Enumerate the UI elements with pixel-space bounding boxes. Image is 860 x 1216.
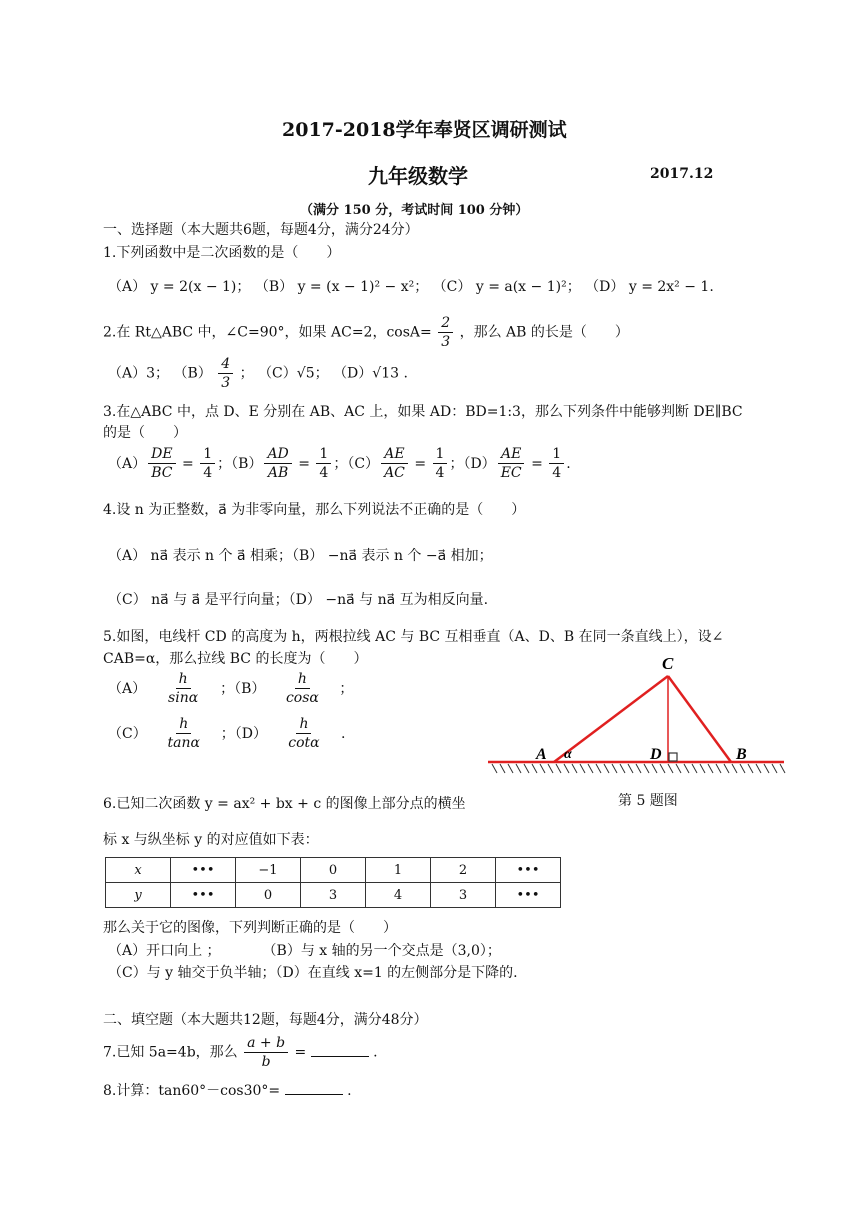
- q3-lhs-den: AC: [384, 465, 405, 481]
- table-cell: 2: [431, 858, 496, 883]
- q5-sep: ；: [220, 680, 235, 697]
- hatch-mark: [716, 764, 721, 773]
- q2-option-d: （D）√13 .: [333, 365, 408, 382]
- q3-lhs-frac: [264, 445, 291, 482]
- q3-option-a: [108, 446, 232, 481]
- q8: [103, 1080, 352, 1100]
- q5-frac-num: h: [295, 670, 310, 689]
- q3-rhs-frac: [316, 445, 331, 482]
- q6-options-cd: （C）与 y 轴交于负半轴；（D）在直线 x=1 的左侧部分是下降的.: [108, 965, 518, 981]
- hatch-mark: [500, 764, 505, 773]
- q3-equals: =: [409, 455, 431, 472]
- table-cell: x: [106, 858, 171, 883]
- q2-option-a: （A）3；: [108, 365, 170, 382]
- q5-frac-den: cotα: [288, 735, 320, 751]
- hatch-mark: [772, 764, 777, 773]
- q3-option-label: （D）: [463, 455, 496, 472]
- q1-options: [108, 278, 714, 296]
- q7-answer-blank[interactable]: [311, 1042, 369, 1057]
- q3-equals: =: [526, 455, 548, 472]
- hatch-mark: [556, 764, 561, 773]
- q5-frac-den: sinα: [168, 690, 199, 706]
- hatch-mark: [764, 764, 769, 773]
- table-cell: y: [106, 883, 171, 908]
- hatch-mark: [732, 764, 737, 773]
- hatch-mark: [692, 764, 697, 773]
- q2-frac: [438, 314, 453, 351]
- q3-lhs-num: AD: [264, 445, 291, 464]
- section2-heading: 二、填空题（本大题共12题，每题4分，满分48分）: [103, 1012, 428, 1028]
- hatch-mark: [708, 764, 713, 773]
- q2-option-c: （C）√5；: [258, 365, 329, 382]
- q3-rhs-den: 4: [435, 465, 445, 481]
- q5-stem-line1: 5.如图，电线杆 CD 的高度为 h，两根拉线 AC 与 BC 互相垂直（A、D、B 在同一条直线上），设∠: [103, 629, 724, 645]
- q3-rhs-den: 4: [552, 465, 562, 481]
- table-cell: 4: [366, 883, 431, 908]
- hatch-mark: [588, 764, 593, 773]
- q3-rhs-den: 4: [319, 465, 329, 481]
- q3-lhs-den: EC: [500, 465, 522, 481]
- q3-equals: =: [293, 455, 315, 472]
- q3-option-label: （C）: [347, 455, 380, 472]
- hatch-mark: [676, 764, 681, 773]
- q6-value-table: [105, 857, 561, 908]
- q3-rhs-num: 1: [316, 445, 331, 464]
- q5-option-label: （A）: [108, 680, 147, 697]
- hatch-mark: [748, 764, 753, 773]
- q8-answer-blank[interactable]: [285, 1080, 343, 1095]
- hatch-mark: [644, 764, 649, 773]
- q3-lhs-den: BC: [151, 465, 173, 481]
- q5-option-frac: [148, 670, 218, 707]
- q5-figure-caption: 第 5 题图: [618, 793, 678, 809]
- table-cell: •••: [496, 858, 561, 883]
- table-cell: •••: [496, 883, 561, 908]
- q6-stem-line1: 6.已知二次函数 y = ax² + bx + c 的图像上部分点的横坐: [103, 796, 466, 812]
- q3-equals: =: [177, 455, 199, 472]
- q5-frac-num: h: [176, 670, 191, 689]
- hatch-mark: [524, 764, 529, 773]
- q5-sep: ；: [339, 680, 354, 697]
- q5-sep: ；: [220, 725, 235, 742]
- table-row: [106, 883, 561, 908]
- hatch-mark: [780, 764, 785, 773]
- q3-option-b: [231, 446, 348, 481]
- q7-frac-num: a + b: [244, 1034, 288, 1053]
- hatch-mark: [636, 764, 641, 773]
- q5-option-frac: [267, 670, 337, 707]
- hatch-mark: [620, 764, 625, 773]
- q5-frac-den: cosα: [285, 690, 319, 706]
- q4-stem: 4.设 n 为正整数，a⃗ 为非零向量，那么下列说法不正确的是（ ）: [103, 502, 526, 518]
- hatch-mark: [596, 764, 601, 773]
- subject-title: 九年级数学: [368, 164, 468, 188]
- table-cell: 0: [301, 858, 366, 883]
- q5-figure: [488, 652, 788, 777]
- q5-option-label: （D）: [234, 725, 267, 742]
- label-a: A: [536, 746, 547, 763]
- q3-lhs-num: AE: [498, 445, 524, 464]
- hatch-mark: [660, 764, 665, 773]
- q3-option-d: [463, 446, 571, 481]
- q2-frac-num: 2: [438, 314, 453, 333]
- q8-end: .: [347, 1083, 352, 1099]
- q2-option-b-sep: ；: [239, 365, 254, 382]
- hatch-mark: [724, 764, 729, 773]
- hatch-mark: [740, 764, 745, 773]
- q5-sep: .: [340, 725, 346, 742]
- hatch-mark: [604, 764, 609, 773]
- hatch-mark: [580, 764, 585, 773]
- table-cell: 3: [431, 883, 496, 908]
- q3-rhs-frac: [200, 445, 215, 482]
- q3-lhs-frac: [148, 445, 175, 482]
- q3-rhs-den: 4: [203, 465, 213, 481]
- hatch-mark: [532, 764, 537, 773]
- q7: [103, 1034, 378, 1071]
- q5-option-frac: [269, 715, 339, 752]
- hatch-mark: [516, 764, 521, 773]
- hatch-mark: [612, 764, 617, 773]
- q1-option-b: （B） y = (x − 1)² − x²；: [254, 279, 429, 295]
- ground-hatching: [492, 764, 785, 773]
- hatch-mark: [756, 764, 761, 773]
- q3-rhs-num: 1: [200, 445, 215, 464]
- q4-options-ab: （A） na⃗ 表示 n 个 a⃗ 相乘；（B） −na⃗ 表示 n 个 −a⃗ 相加；: [108, 548, 493, 564]
- q2-stem-pre: 2.在 Rt△ABC 中，∠C=90°，如果 AC=2，cosA=: [103, 324, 432, 341]
- q1-option-c: （C） y = a(x − 1)²；: [432, 279, 581, 295]
- q2-option-b-frac: [218, 355, 233, 392]
- q5-options-cd: [108, 715, 345, 752]
- q7-pre: 7.已知 5a=4b，那么: [103, 1044, 238, 1061]
- q1-stem: 1.下列函数中是二次函数的是（ ）: [103, 245, 341, 261]
- label-alpha: α: [564, 747, 572, 762]
- q3-rhs-frac: [433, 445, 448, 482]
- q5-frac-num: h: [296, 715, 311, 734]
- exam-info: （满分 150 分，考试时间 100 分钟）: [300, 203, 529, 218]
- hatch-mark: [668, 764, 673, 773]
- q3-option-label: （A）: [108, 455, 147, 472]
- q3-sep: ；: [217, 455, 232, 472]
- q2-option-b-label: （B）: [173, 365, 212, 382]
- exam-date: 2017.12: [650, 166, 714, 182]
- q7-frac-den: b: [261, 1054, 271, 1070]
- q2-frac-den: 3: [441, 334, 451, 350]
- hatch-mark: [684, 764, 689, 773]
- table-cell: 0: [236, 883, 301, 908]
- q3-rhs-frac: [549, 445, 564, 482]
- q3-sep: ；: [333, 455, 348, 472]
- q7-equals: =: [294, 1044, 307, 1061]
- q5-option-label: （B）: [234, 680, 266, 697]
- hatch-mark: [508, 764, 513, 773]
- hatch-mark: [700, 764, 705, 773]
- table-cell: 3: [301, 883, 366, 908]
- q5-options-ab: [108, 670, 353, 707]
- q2-options: [108, 355, 408, 392]
- q3-option-c: [347, 446, 464, 481]
- q1-option-d: （D） y = 2x² − 1.: [585, 279, 714, 295]
- q3-option-label: （B）: [231, 455, 263, 472]
- q5-stem-line2: CAB=α，那么拉线 BC 的长度为（ ）: [103, 651, 368, 667]
- q3-rhs-num: 1: [549, 445, 564, 464]
- label-b: B: [736, 746, 747, 763]
- hatch-mark: [628, 764, 633, 773]
- q5-option-frac: [149, 715, 219, 752]
- q5-frac-den: tanα: [167, 735, 200, 751]
- q5-option-label: （C）: [108, 725, 147, 742]
- q4-options-cd: （C） na⃗ 与 a⃗ 是平行向量；（D） −na⃗ 与 na⃗ 互为相反向量.: [108, 592, 489, 608]
- hatch-mark: [548, 764, 553, 773]
- hatch-mark: [652, 764, 657, 773]
- q5-frac-num: h: [176, 715, 191, 734]
- q3-rhs-num: 1: [433, 445, 448, 464]
- q2-stem: [103, 314, 629, 351]
- q7-frac: [244, 1034, 288, 1071]
- q6-options-ab: （A）开口向上 ； （B）与 x 轴的另一个交点是（3,0）；: [108, 943, 501, 959]
- q7-end: .: [373, 1044, 378, 1061]
- q3-lhs-den: AB: [267, 465, 289, 481]
- q2-b-den: 3: [221, 375, 231, 391]
- q3-lhs-frac: [381, 445, 408, 482]
- q2-stem-post: ，那么 AB 的长是（ ）: [459, 324, 629, 341]
- right-angle-mark: [669, 753, 677, 761]
- label-c: C: [662, 654, 674, 673]
- hatch-mark: [492, 764, 497, 773]
- q3-lhs-num: AE: [381, 445, 407, 464]
- exam-title: 2017-2018学年奉贤区调研测试: [282, 119, 567, 141]
- q1-option-a: （A） y = 2(x − 1)；: [108, 279, 251, 295]
- table-cell: •••: [171, 883, 236, 908]
- hatch-mark: [572, 764, 577, 773]
- table-cell: •••: [171, 858, 236, 883]
- q3-sep: .: [566, 455, 571, 472]
- q6-question: 那么关于它的图像，下列判断正确的是（ ）: [103, 920, 397, 936]
- q2-b-num: 4: [218, 355, 233, 374]
- table-cell: 1: [366, 858, 431, 883]
- table-row: [106, 858, 561, 883]
- cable-bc: [668, 676, 731, 762]
- table-cell: −1: [236, 858, 301, 883]
- q3-lhs-frac: [498, 445, 525, 482]
- section1-heading: 一、选择题（本大题共6题，每题4分，满分24分）: [103, 222, 419, 238]
- hatch-mark: [540, 764, 545, 773]
- label-d: D: [650, 746, 662, 763]
- q3-stem-line1: 3.在△ABC 中，点 D、E 分别在 AB、AC 上，如果 AD：BD=1:3，那么下列条件中能够判断 DE∥BC: [103, 404, 743, 420]
- q8-pre: 8.计算：tan60°－cos30°=: [103, 1083, 281, 1099]
- hatch-mark: [564, 764, 569, 773]
- q3-stem-line2: 的是（ ）: [103, 425, 187, 441]
- q3-lhs-num: DE: [148, 445, 175, 464]
- q3-options: [108, 445, 571, 482]
- q6-stem-line2: 标 x 与纵坐标 y 的对应值如下表：: [103, 832, 319, 848]
- q3-sep: ；: [449, 455, 464, 472]
